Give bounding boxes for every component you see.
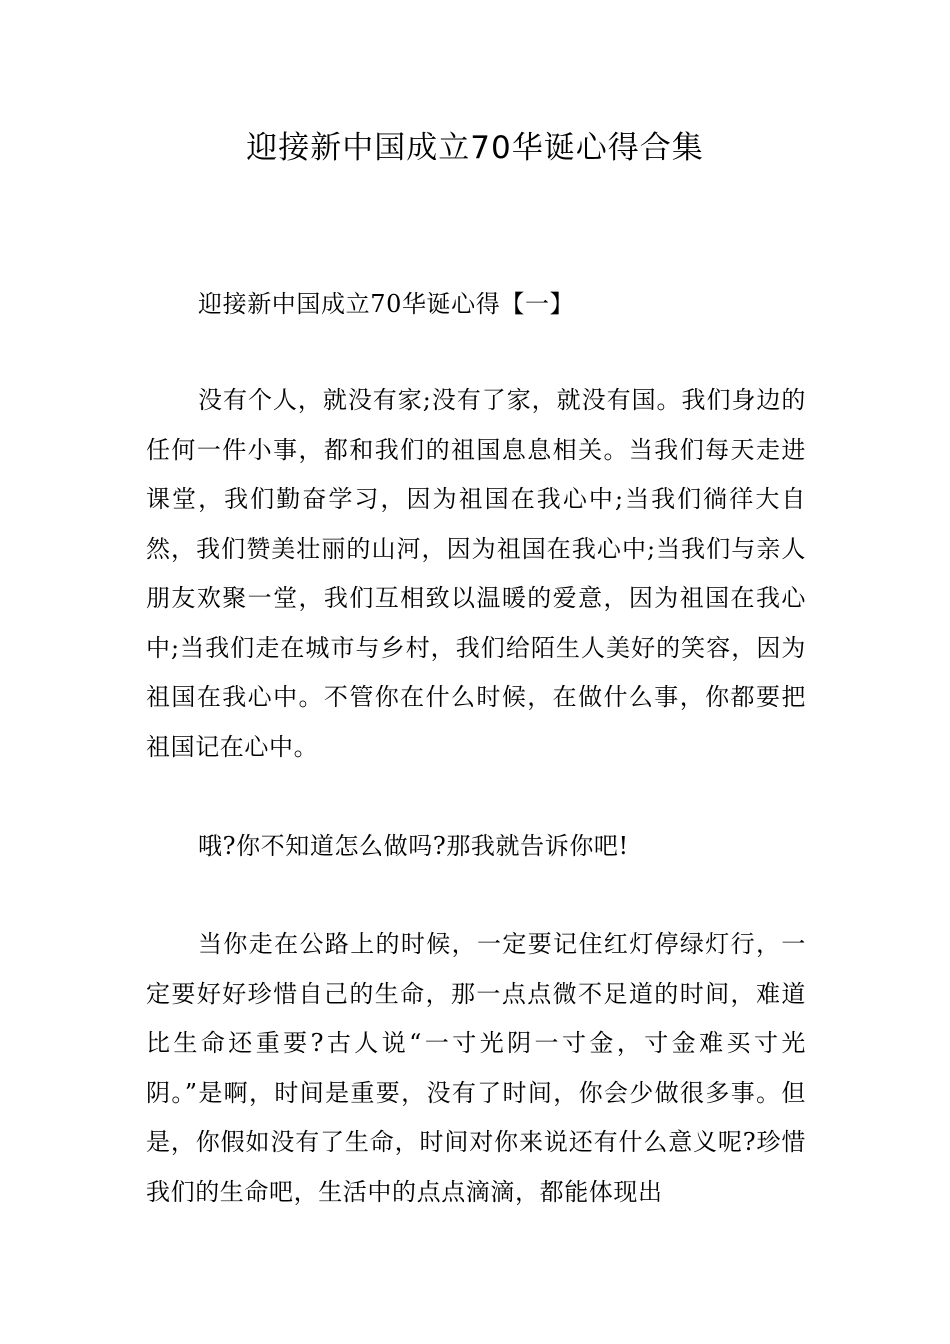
section-heading: 迎接新中国成立70华诞心得【一】: [198, 290, 575, 318]
document-title: 迎接新中国成立70华诞心得合集: [246, 130, 704, 166]
paragraph-2: 哦?你不知道怎么做吗?那我就告诉你吧!: [198, 832, 629, 860]
paragraph-3: 当你走在公路上的时候，一定要记住红灯停绿灯行，一定要好好珍惜自己的生命，那一点点微不足道的时间，难道比生命还重要?古人说“一寸光阴一寸金，寸金难买寸光阴。”是啊，时间是重要，没有了时间，你会少做很多事。但是，你假如没有了生命，时间对你来说还有什么意义呢?珍惜我们的生命吧，生活中的点点滴滴，都能体现出: [146, 930, 806, 1206]
paragraph-1: 没有个人，就没有家;没有了家，就没有国。我们身边的任何一件小事，都和我们的祖国息息相关。当我们每天走进课堂，我们勤奋学习，因为祖国在我心中;当我们徜徉大自然，我们赞美壮丽的山河，因为祖国在我心中;当我们与亲人朋友欢聚一堂，我们互相致以温暖的爱意，因为祖国在我心中;当我们走在城市与乡村，我们给陌生人美好的笑容，因为祖国在我心中。不管你在什么时候，在做什么事，你都要把祖国记在心中。: [146, 386, 806, 761]
